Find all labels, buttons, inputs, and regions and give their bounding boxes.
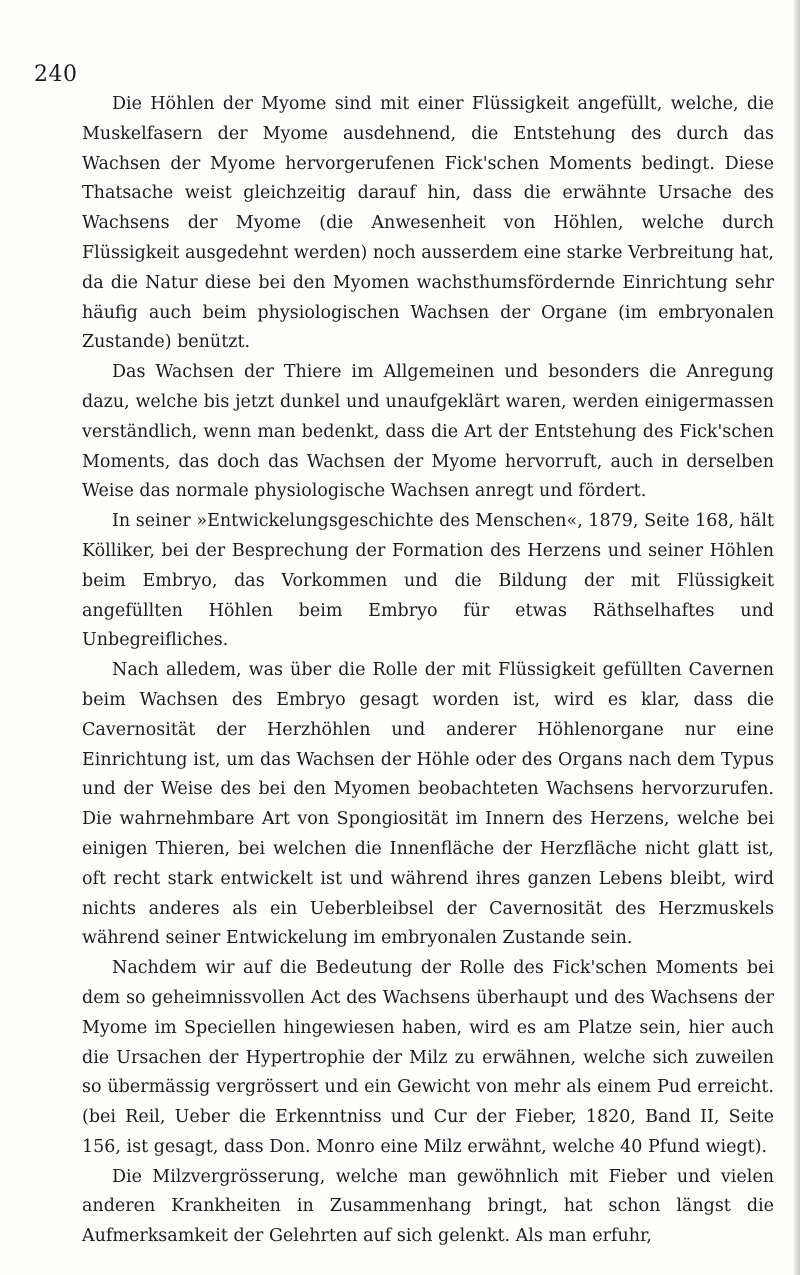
paragraph-milzvergroesserung: Die Milzvergrösserung, welche man gewöhnlich mit Fieber und vielen anderen Krankheiten in Zusammenhang bringt, hat schon längst die Aufmerksamkeit der Gelehrten auf sich gelenkt. Als man erfuhr, [82,1166,774,1247]
paragraph-wachsen-thiere: Das Wachsen der Thiere im Allgemeinen und besonders die Anregung dazu, welche bis jetzt dunkel und unaufgeklärt waren, werden einigermassen verständlich, wenn man bedenkt, dass die Art der Entstehung des Fick'schen Moments, das doch das Wachsen der Myome hervorruft, auch in derselben Weise das normale physiologische Wachsen anregt und fördert. [82,362,774,502]
paragraph-milz-hypertrophie: Nachdem wir auf die Bedeutung der Rolle des Fick'schen Moments bei dem so geheimnissvollen Act des Wachsens überhaupt und des Wachsens der Myome im Speciellen hingewiesen haben, wird es am Platze sein, hier auch die Ursachen der Hypertrophie der Milz zu erwähnen, welche sich zuweilen so übermässig vergrössert und ein Gewicht von mehr als einem Pud erreicht. (bei Reil, Ueber die Erkenntniss und Cur der Fieber, 1820, Band II, Seite 156, ist gesagt, dass Don. Monro eine Milz erwähnt, welche 40 Pfund wiegt). [82,958,774,1157]
body-text [82,90,774,1252]
page-edge-shadow [794,0,800,1275]
paragraph-cavernen: Nach alledem, was über die Rolle der mit Flüssigkeit gefüllten Cavernen beim Wachsen des Embryo gesagt worden ist, wird es klar, dass die Cavernosität der Herzhöhlen und anderer Höhlenorgane nur eine Einrichtung ist, um das Wachsen der Höhle oder des Organs nach dem Typus und der Weise des bei den Myomen beobachteten Wachsens hervorzurufen. Die wahrnehmbare Art von Spongiosität im Innern des Herzens, welche bei einigen Thieren, bei welchen die Innenfläche der Herzfläche nicht glatt ist, oft recht stark entwickelt ist und während ihres ganzen Lebens bleibt, wird nichts anderes als ein Ueberbleibsel der Cavernosität des Herzmuskels während seiner Entwickelung im embryonalen Zustande sein. [82,660,774,949]
paragraph-myome-hoehlen: Die Höhlen der Myome sind mit einer Flüssigkeit angefüllt, welche, die Muskelfasern der Myome ausdehnend, die Entstehung des durch das Wachsen der Myome hervorgerufenen Fick'schen Moments bedingt. Diese Thatsache weist gleichzeitig darauf hin, dass die erwähnte Ursache des Wachsens der Myome (die Anwesenheit von Höhlen, welche durch Flüssigkeit ausgedehnt werden) noch ausserdem eine starke Verbreitung hat, da die Natur diese bei den Myomen wachsthumsfördernde Einrichtung sehr häufig auch beim physiologischen Wachsen der Organe (im embryonalen Zustande) benützt. [82,94,774,353]
paragraph-koelliker: In seiner »Entwickelungsgeschichte des Menschen«, 1879, Seite 168, hält Kölliker, bei der Besprechung der Formation des Herzens und seiner Höhlen beim Embryo, das Vorkommen und die Bildung der mit Flüssigkeit angefüllten Höhlen beim Embryo für etwas Räthselhaftes und Unbegreifliches. [82,511,774,651]
page-number: 240 [34,62,78,87]
